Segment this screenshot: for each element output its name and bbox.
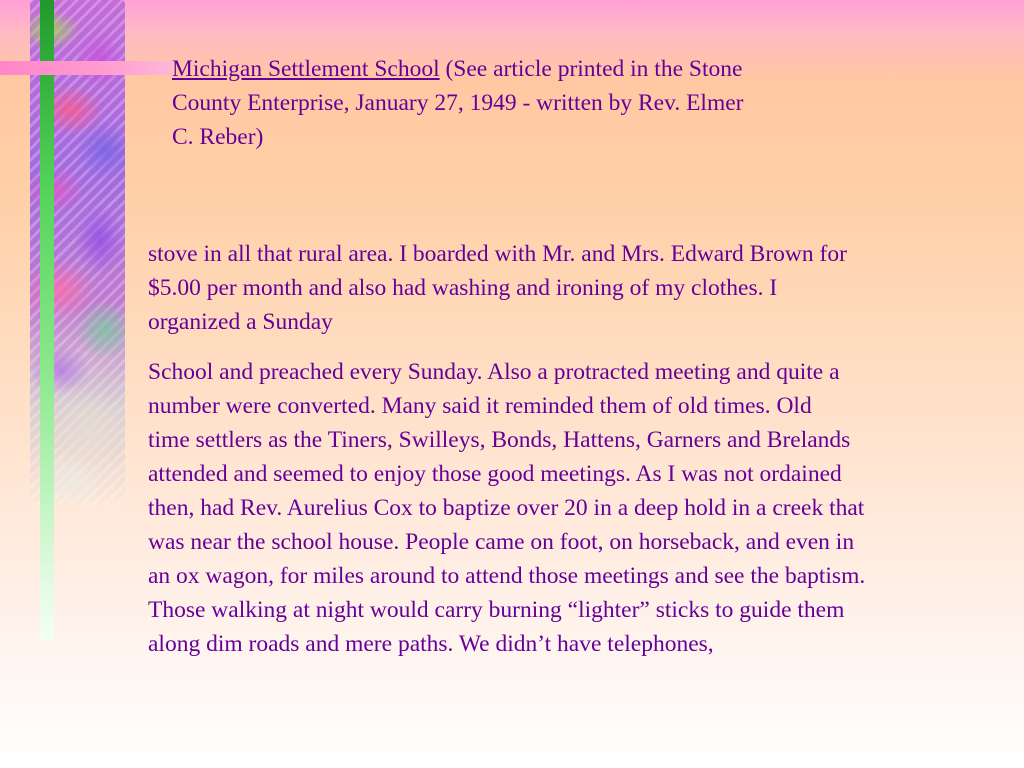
paragraph-line: Those walking at night would carry burning “lighter” sticks to guide them — [148, 597, 845, 623]
heading-line2: County Enterprise, January 27, 1949 - written by Rev. Elmer — [172, 90, 744, 116]
decorative-pink-horizontal-bar — [0, 61, 172, 75]
paragraph-line: attended and seemed to enjoy those good meetings. As I was not ordained — [148, 461, 842, 487]
decorative-green-vertical-bar — [40, 0, 54, 640]
heading-line3: C. Reber) — [172, 124, 264, 150]
paragraph-line: was near the school house. People came on foot, on horseback, and even in — [148, 529, 855, 555]
paragraph-line: number were converted. Many said it reminded them of old times. Old — [148, 393, 812, 419]
paragraph-line: stove in all that rural area. I boarded with Mr. and Mrs. Edward Brown for — [148, 241, 847, 267]
paragraph-line: along dim roads and mere paths. We didn’t have telephones, — [148, 631, 714, 657]
paragraph-line: then, had Rev. Aurelius Cox to baptize over 20 in a deep hold in a creek that — [148, 495, 865, 521]
paragraph-line: an ox wagon, for miles around to attend those meetings and see the baptism. — [148, 563, 866, 589]
heading-link[interactable]: Michigan Settlement School — [172, 56, 440, 82]
paragraph-line: organized a Sunday — [148, 309, 333, 335]
body-text — [148, 237, 1018, 677]
heading-line1-rest: (See article printed in the Stone — [439, 56, 743, 82]
paragraph-line: time settlers as the Tiners, Swilleys, Bonds, Hattens, Garners and Brelands — [148, 427, 851, 453]
paragraph-line: School and preached every Sunday. Also a protracted meeting and quite a — [148, 359, 840, 385]
paragraph-1 — [148, 237, 1018, 339]
slide-heading — [172, 52, 872, 154]
paragraph-line: $5.00 per month and also had washing and ironing of my clothes. I — [148, 275, 778, 301]
paragraph-2 — [148, 355, 1018, 661]
